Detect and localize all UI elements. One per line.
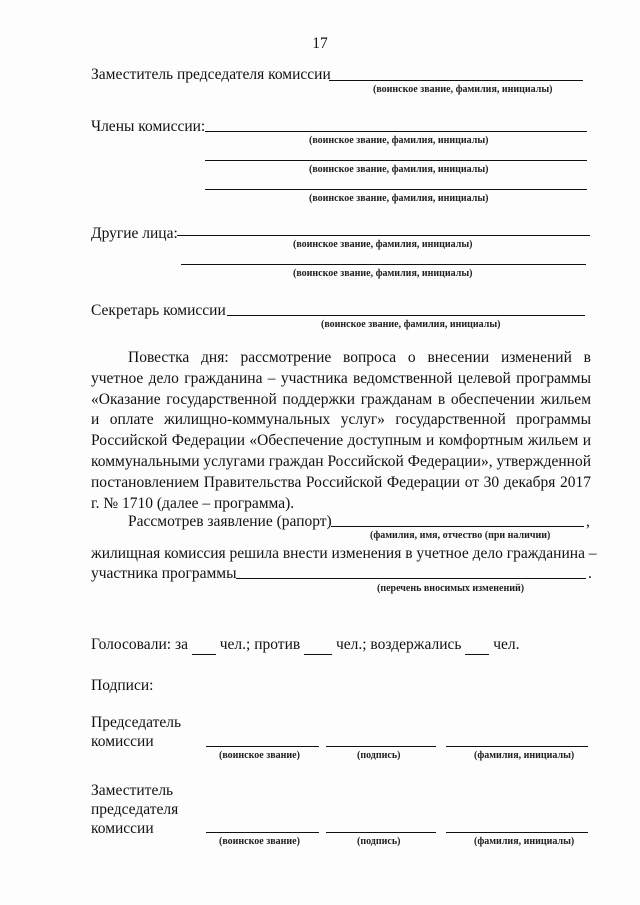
deputy-chair-line[interactable]	[329, 80, 583, 81]
deputy-signature-line[interactable]	[326, 832, 436, 833]
decision-line: жилищная комиссия решила внести изменения в учетное дело гражданина –	[91, 545, 597, 562]
vote-abstain-blank[interactable]	[465, 636, 489, 655]
chair-rank-line[interactable]	[206, 746, 319, 747]
changes-caption: (перечень вносимых изменений)	[377, 583, 525, 594]
member-line-1[interactable]	[205, 131, 587, 132]
review-suffix: ,	[586, 513, 590, 530]
vote-abstain-unit: чел.	[493, 636, 520, 653]
chair-name-line[interactable]	[446, 746, 588, 747]
deputy-label-line-1: Заместитель	[91, 782, 174, 799]
chair-label-line-2: комиссии	[91, 733, 154, 750]
others-label: Другие лица:	[91, 225, 178, 242]
chair-name-caption: (фамилия, инициалы)	[474, 750, 575, 761]
deputy-name-caption: (фамилия, инициалы)	[474, 836, 575, 847]
secretary-line[interactable]	[227, 315, 585, 316]
other-line-2[interactable]	[181, 264, 586, 265]
member-caption-2: (воинское звание, фамилия, инициалы)	[309, 164, 489, 175]
other-caption-2: (воинское звание, фамилия, инициалы)	[293, 268, 473, 279]
member-caption-3: (воинское звание, фамилия, инициалы)	[309, 193, 489, 204]
vote-for-unit: чел.; против	[219, 636, 301, 653]
participant-suffix: .	[588, 565, 592, 582]
deputy-rank-line[interactable]	[206, 832, 319, 833]
member-line-2[interactable]	[205, 160, 587, 161]
deputy-label-line-3: комиссии	[91, 820, 154, 837]
vote-for-blank[interactable]	[192, 636, 216, 655]
changes-line[interactable]	[236, 578, 586, 579]
vote-against-unit: чел.; воздержались	[335, 636, 462, 653]
review-applicant-caption: (фамилия, имя, отчество (при наличии)	[370, 530, 551, 541]
other-line-1[interactable]	[177, 235, 590, 236]
deputy-name-line[interactable]	[446, 832, 588, 833]
deputy-chair-label: Заместитель председателя комиссии	[91, 66, 331, 83]
chair-label-line-1: Председатель	[91, 714, 182, 731]
vote-against-blank[interactable]	[304, 636, 332, 655]
chair-signature-line[interactable]	[326, 746, 436, 747]
deputy-chair-caption: (воинское звание, фамилия, инициалы)	[373, 84, 553, 95]
chair-signature-caption: (подпись)	[357, 750, 401, 761]
deputy-signature-caption: (подпись)	[357, 836, 401, 847]
voting-prefix: Голосовали: за	[91, 636, 188, 653]
review-prefix: Рассмотрев заявление (рапорт)	[128, 513, 332, 530]
voting-row	[91, 636, 520, 655]
agenda-text: Повестка дня: рассмотрение вопроса о внесении изменений в учетное дело гражданина – участника ведомственной целевой программы «Оказание государственной поддержки гражданам в обеспечении жильем и оплате жилищно-коммунальных услуг» государственной программы Российской Федерации «Обеспечение доступным и комфортным жильем и коммунальными услугами граждан Российской Федерации», утвержденной постановлением Правительства Российской Федерации от 30 декабря 2017 г. № 1710 (далее – программа).	[91, 349, 591, 512]
other-caption-1: (воинское звание, фамилия, инициалы)	[293, 239, 473, 250]
signatures-label: Подписи:	[91, 677, 154, 694]
participant-label: участника программы	[91, 565, 237, 582]
deputy-rank-caption: (воинское звание)	[219, 836, 300, 847]
page-number: 17	[312, 35, 328, 52]
members-label: Члены комиссии:	[91, 118, 206, 135]
member-caption-1: (воинское звание, фамилия, инициалы)	[309, 135, 489, 146]
chair-rank-caption: (воинское звание)	[219, 750, 300, 761]
member-line-3[interactable]	[205, 189, 587, 190]
secretary-label: Секретарь комиссии	[91, 302, 226, 319]
review-applicant-line[interactable]	[331, 526, 584, 527]
agenda-paragraph	[91, 348, 591, 514]
deputy-label-line-2: председателя	[91, 801, 179, 818]
secretary-caption: (воинское звание, фамилия, инициалы)	[321, 319, 501, 330]
